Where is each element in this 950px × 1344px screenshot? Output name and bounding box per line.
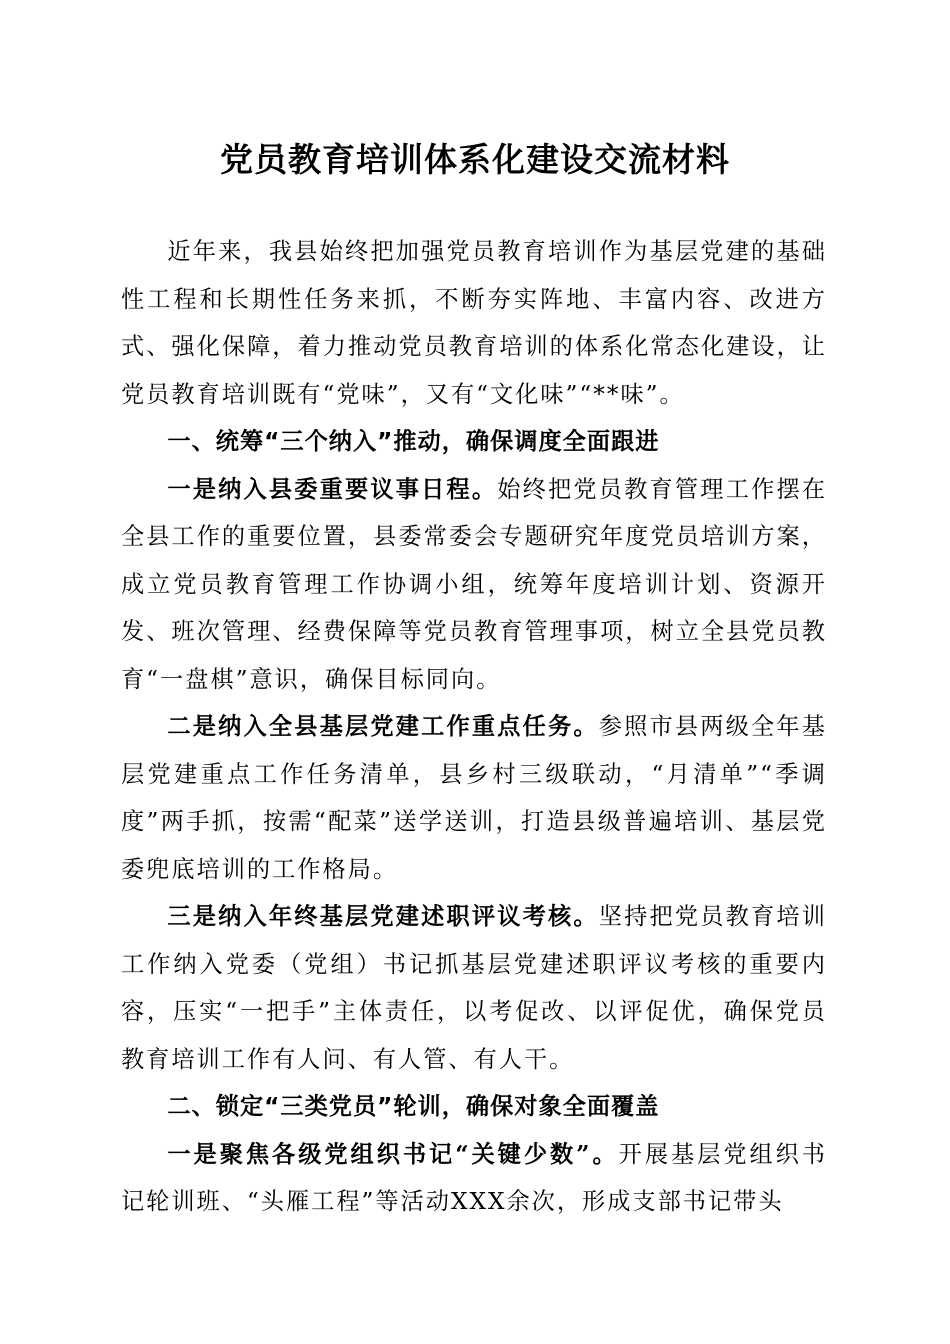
paragraph-lead: 一是聚焦各级党组织书记“关键少数”。 [167, 1140, 619, 1168]
paragraph-text: 参照市县两级全年基层党建重点工作任务清单，县乡村三级联动，“月清单”“季调度”两手抓，按需“配菜”送学送训，打造县级普遍培训、基层党委兜底培训的工作格局。 [121, 713, 827, 883]
document-body [121, 228, 827, 1226]
section-2-paragraph-1 [121, 1131, 827, 1226]
section-1-paragraph-3 [121, 893, 827, 1083]
section-1-paragraph-2 [121, 703, 827, 893]
section-1-paragraph-1 [121, 466, 827, 704]
paragraph-text: 始终把党员教育管理工作摆在全县工作的重要位置，县委常委会专题研究年度党员培训方案，成立党员教育管理工作协调小组，统筹年度培训计划、资源开发、班次管理、经费保障等党员教育管理事项，树立全县党员教育“一盘棋”意识，确保目标同向。 [121, 475, 828, 693]
paragraph-lead: 三是纳入年终基层党建述职评议考核。 [167, 903, 599, 930]
document-title: 党员教育培训体系化建设交流材料 [220, 140, 730, 179]
paragraph-lead: 二是纳入全县基层党建工作重点任务。 [167, 713, 599, 740]
paragraph-text: 坚持把党员教育培训工作纳入党委（党组）书记抓基层党建述职评议考核的重要内容，压实“一把手”主体责任，以考促改、以评促优，确保党员教育培训工作有人问、有人管、有人干。 [121, 903, 827, 1073]
paragraph-lead: 一是纳入县委重要议事日程。 [167, 475, 498, 503]
intro-paragraph: 近年来，我县始终把加强党员教育培训作为基层党建的基础性工程和长期性任务来抓，不断夯实阵地、丰富内容、改进方式、强化保障，着力推动党员教育培训的体系化常态化建设，让党员教育培训既有“党味”，又有“文化味”“**味”。 [121, 238, 827, 408]
section-1-heading: 一、统筹“三个纳入”推动，确保调度全面跟进 [167, 428, 660, 455]
section-2-heading: 二、锁定“三类党员”轮训，确保对象全面覆盖 [167, 1093, 660, 1120]
paragraph-text: 开展基层党组织书记轮训班、“头雁工程”等活动XXX余次，形成支部书记带头 [121, 1140, 827, 1215]
